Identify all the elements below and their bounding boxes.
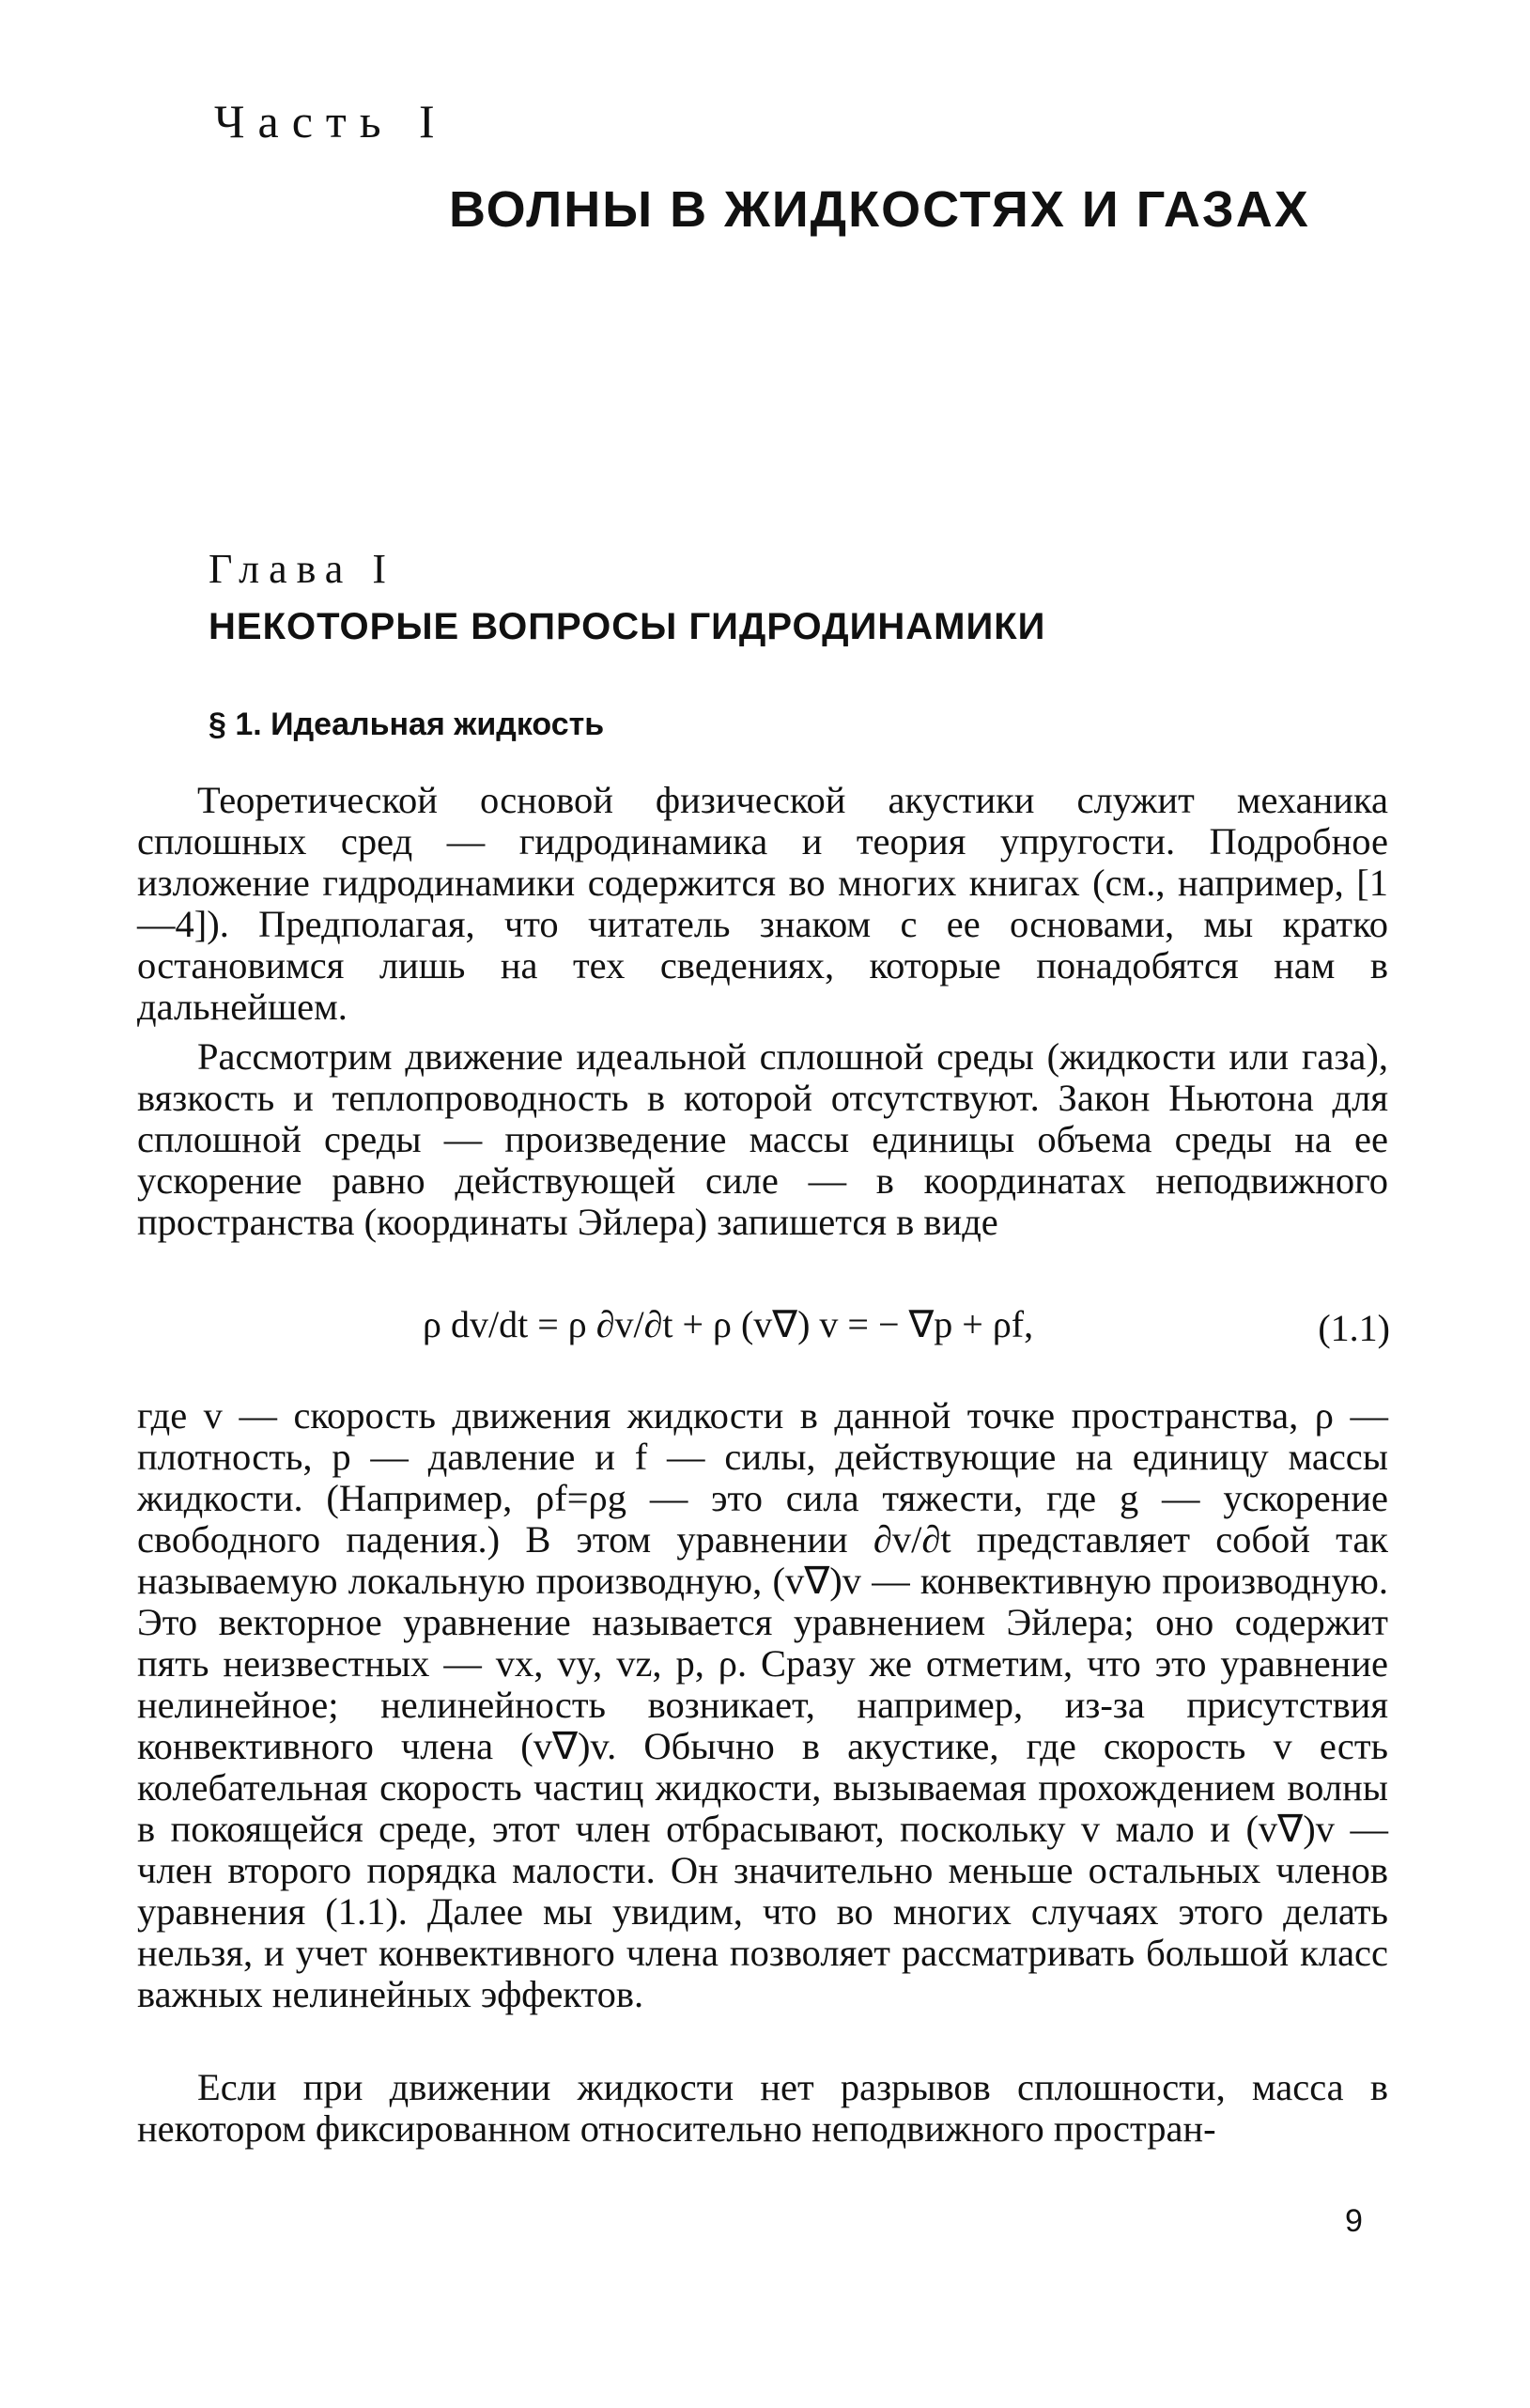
paragraph-2 xyxy=(137,1036,1388,1243)
paragraph-4-text: Если при движении жидкости нет разрывов сплошности, масса в некотором фиксированном относительно неподвижного простран- xyxy=(137,2066,1388,2150)
paragraph-1 xyxy=(137,780,1388,1028)
paragraph-3-text: где v — скорость движения жидкости в данной точке пространства, ρ — плотность, p — давление и f — силы, действующие на единицу массы жидкости. (Например, ρf=ρg — это сила тяжести, где g — ускорение свободного падения.) В этом уравнении ∂v/∂t представляет собой так называемую локальную производную, (v∇)v — конвективную производную. Это векторное уравнение называется уравнением Эйлера; оно содержит пять неизвестных — vx, vy, vz, p, ρ. Сразу же отметим, что это уравнение нелинейное; нелинейность возникает, например, из-за присутствия конвективного члена (v∇)v. Обычно в акустике, где скорость v есть колебательная скорость частиц жидкости, вызываемая прохождением волны в покоящейся среде, этот член отбрасывают, поскольку v мало и (v∇)v — член второго порядка малости. Он значительно меньше остальных членов уравнения (1.1). Далее мы увидим, что во многих случаях этого делать нельзя, и учет конвективного члена позволяет рассматривать большой класс важных нелинейных эффектов. xyxy=(137,1394,1388,2015)
paragraph-3 xyxy=(137,1395,1388,2015)
part-label: Часть I xyxy=(214,95,448,148)
equation-number: (1.1) xyxy=(1318,1307,1390,1349)
equation-1-1 xyxy=(423,1285,1390,1360)
paragraph-2-text: Рассмотрим движение идеальной сплошной среды (жидкости или газа), вязкость и теплопроводность в которой отсутствуют. Закон Ньютона для сплошной среды — произведение массы единицы объема среды на ее ускорение равно действующей силе — в координатах неподвижного пространства (координаты Эйлера) запишется в виде xyxy=(137,1035,1388,1243)
chapter-title: НЕКОТОРЫЕ ВОПРОСЫ ГИДРОДИНАМИКИ xyxy=(209,606,1046,647)
chapter-label: Глава I xyxy=(209,546,395,592)
equation-body: ρ dv/dt = ρ ∂v/∂t + ρ (v∇) v = − ∇p + ρf, xyxy=(423,1303,1034,1345)
part-title: ВОЛНЫ В ЖИДКОСТЯХ И ГАЗАХ xyxy=(449,181,1310,238)
page-number: 9 xyxy=(1345,2203,1363,2239)
paragraph-4 xyxy=(137,2067,1388,2150)
section-title: § 1. Идеальная жидкость xyxy=(209,707,605,742)
paragraph-1-text: Теоретической основой физической акустики служит механика сплошных сред — гидродинамика и теория упругости. Подробное изложение гидродинамики содержится во многих книгах (см., например, [1—4]). Предполагая, что читатель знаком с ее основами, мы кратко остановимся лишь на тех сведениях, которые понадобятся нам в дальнейшем. xyxy=(137,779,1388,1028)
